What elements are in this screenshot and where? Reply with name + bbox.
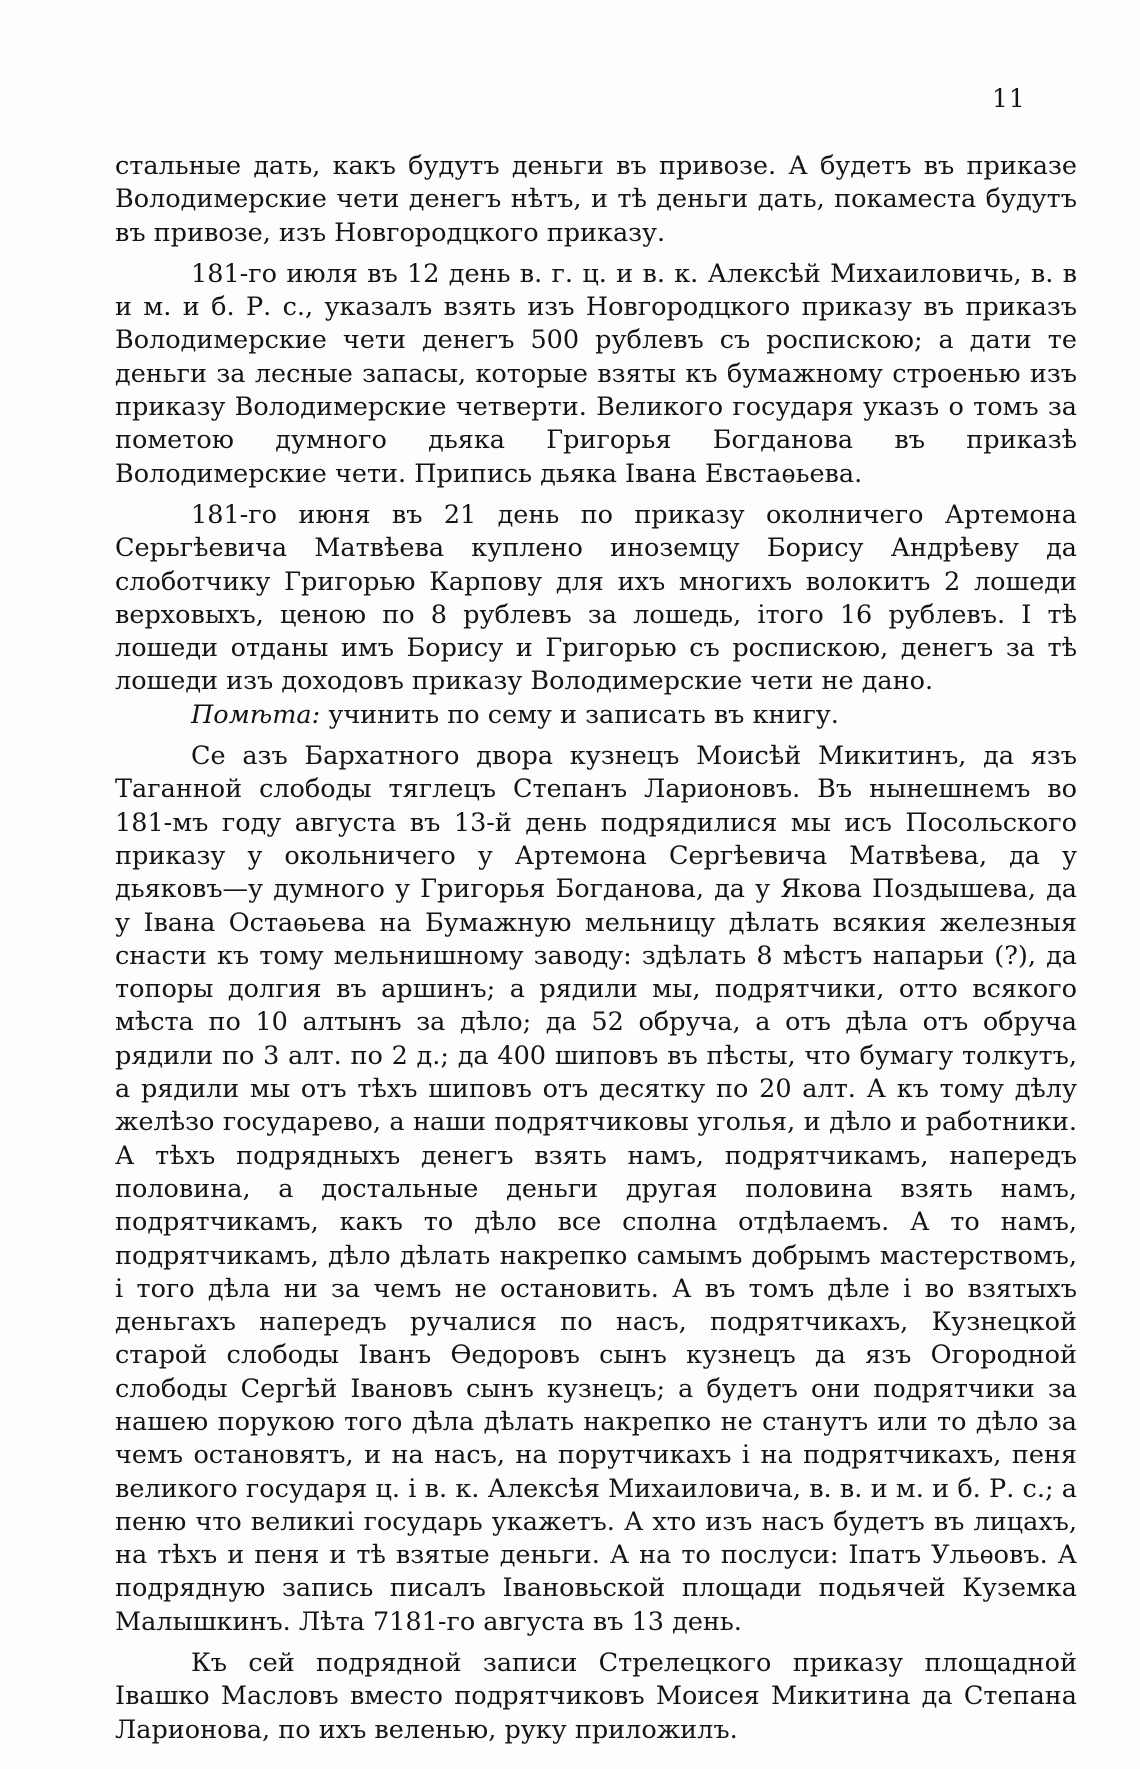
paragraph-6: Къ сей подрядной записи Стрелецкого приказу площадной Iвашко Масловъ вместо подрятчиковъ Моисея Микитина да Степана Ларионова, по ихъ веленью, руку приложилъ.: [115, 1648, 1077, 1745]
note-label: Помѣта:: [191, 699, 321, 730]
page-number: 11: [992, 84, 1026, 113]
paragraph-note: [115, 699, 1077, 732]
document-body: [115, 150, 1077, 1747]
paragraph-1: стальные дать, какъ будутъ деньги въ привозе. А будетъ въ приказе Володимерские чети денегъ нѣтъ, и тѣ деньги дать, покаместа будутъ въ привозе, изъ Новгородцкого приказу.: [115, 151, 1077, 248]
paragraph-2: 181-го июля въ 12 день в. г. ц. и в. к. Алексѣй Михаиловичь, в. в и м. и б. Р. с., указалъ взять изъ Новгородцкого приказу въ приказъ Володимерские чети денегъ 500 рублевъ съ роспискою; а дати те деньги за лесные запасы, которые взяты къ бумажному строенью изъ приказу Володимерские четверти. Великого государя указъ о томъ за пометою думного дьяка Григорья Богданова въ приказѣ Володимерские чети. Припись дьяка Iвана Евстаѳьева.: [115, 258, 1077, 489]
paragraph-3: 181-го июня въ 21 день по приказу околничего Артемона Серьгѣевича Матвѣева куплено иноземцу Борису Андрѣеву да слоботчику Григорью Карпову для ихъ многихъ волокитъ 2 лошеди верховыхъ, ценою по 8 рублевъ за лошедь, iтого 16 рублевъ. I тѣ лошеди отданы имъ Борису и Григорью съ роспискою, денегъ за тѣ лошеди изъ доходовъ приказу Володимерские чети не дано.: [115, 499, 1077, 697]
note-text: учинить по сему и записать въ книгу.: [320, 699, 839, 730]
paragraph-5: Се азъ Бархатного двора кузнецъ Моисѣй Микитинъ, да язъ Таганной слободы тяглецъ Степанъ Ларионовъ. Въ нынешнемъ во 181-мъ году августа въ 13-й день подрядилися мы исъ Посольского приказу у окольничего у Артемона Сергѣевича Матвѣева, да у дьяковъ—у думного у Григорья Богданова, да у Якова Поздышева, да у Iвана Остаѳьева на Бумажную мельницу дѣлать всякия железныя снасти къ тому мельнишному заводу: здѣлать 8 мѣстъ напарьи (?), да топоры долгия въ аршинъ; а рядили мы, подрятчики, отто всякого мѣста по 10 алтынъ за дѣло; да 52 обруча, а отъ дѣла отъ обруча рядили по 3 алт. по 2 д.; да 400 шиповъ въ пѣсты, что бумагу толкутъ, а рядили мы отъ тѣхъ шиповъ отъ десятку по 20 алт. А къ тому дѣлу желѣзо государево, а наши подрятчиковы уголья, и дѣло и работники. А тѣхъ подрядныхъ денегъ взять намъ, подрятчикамъ, напередъ половина, а достальные деньги другая половина взять намъ, подрятчикамъ, какъ то дѣло все сполна отдѣлаемъ. А то намъ, подрятчикамъ, дѣло дѣлать накрепко самымъ добрымъ мастерствомъ, i того дѣла ни за чемъ не остановить. А въ томъ дѣле i во взятыхъ деньгахъ напередъ ручалися по насъ, подрятчикахъ, Кузнецкой старой слободы Iванъ Ѳедоровъ сынъ кузнецъ да язъ Огородной слободы Сергѣй Iвановъ сынъ кузнецъ; а будетъ они подрятчики за нашею порукою того дѣла дѣлать накрепко не станутъ или то дѣло за чемъ остановятъ, и на насъ, на порутчикахъ i на подрятчикахъ, пеня великого государя ц. i в. к. Алексѣя Михаиловича, в. в. и м. и б. Р. с.; а пеню что великиi государь укажетъ. А хто изъ насъ будетъ въ лицахъ, на тѣхъ и пеня и тѣ взятые деньги. А на то послуси: Iпатъ Ульѳовъ. А подрядную запись писалъ Iвановьской площади подьячей Куземка Малышкинъ. Лѣта 7181-го августа въ 13 день.: [115, 741, 1077, 1637]
